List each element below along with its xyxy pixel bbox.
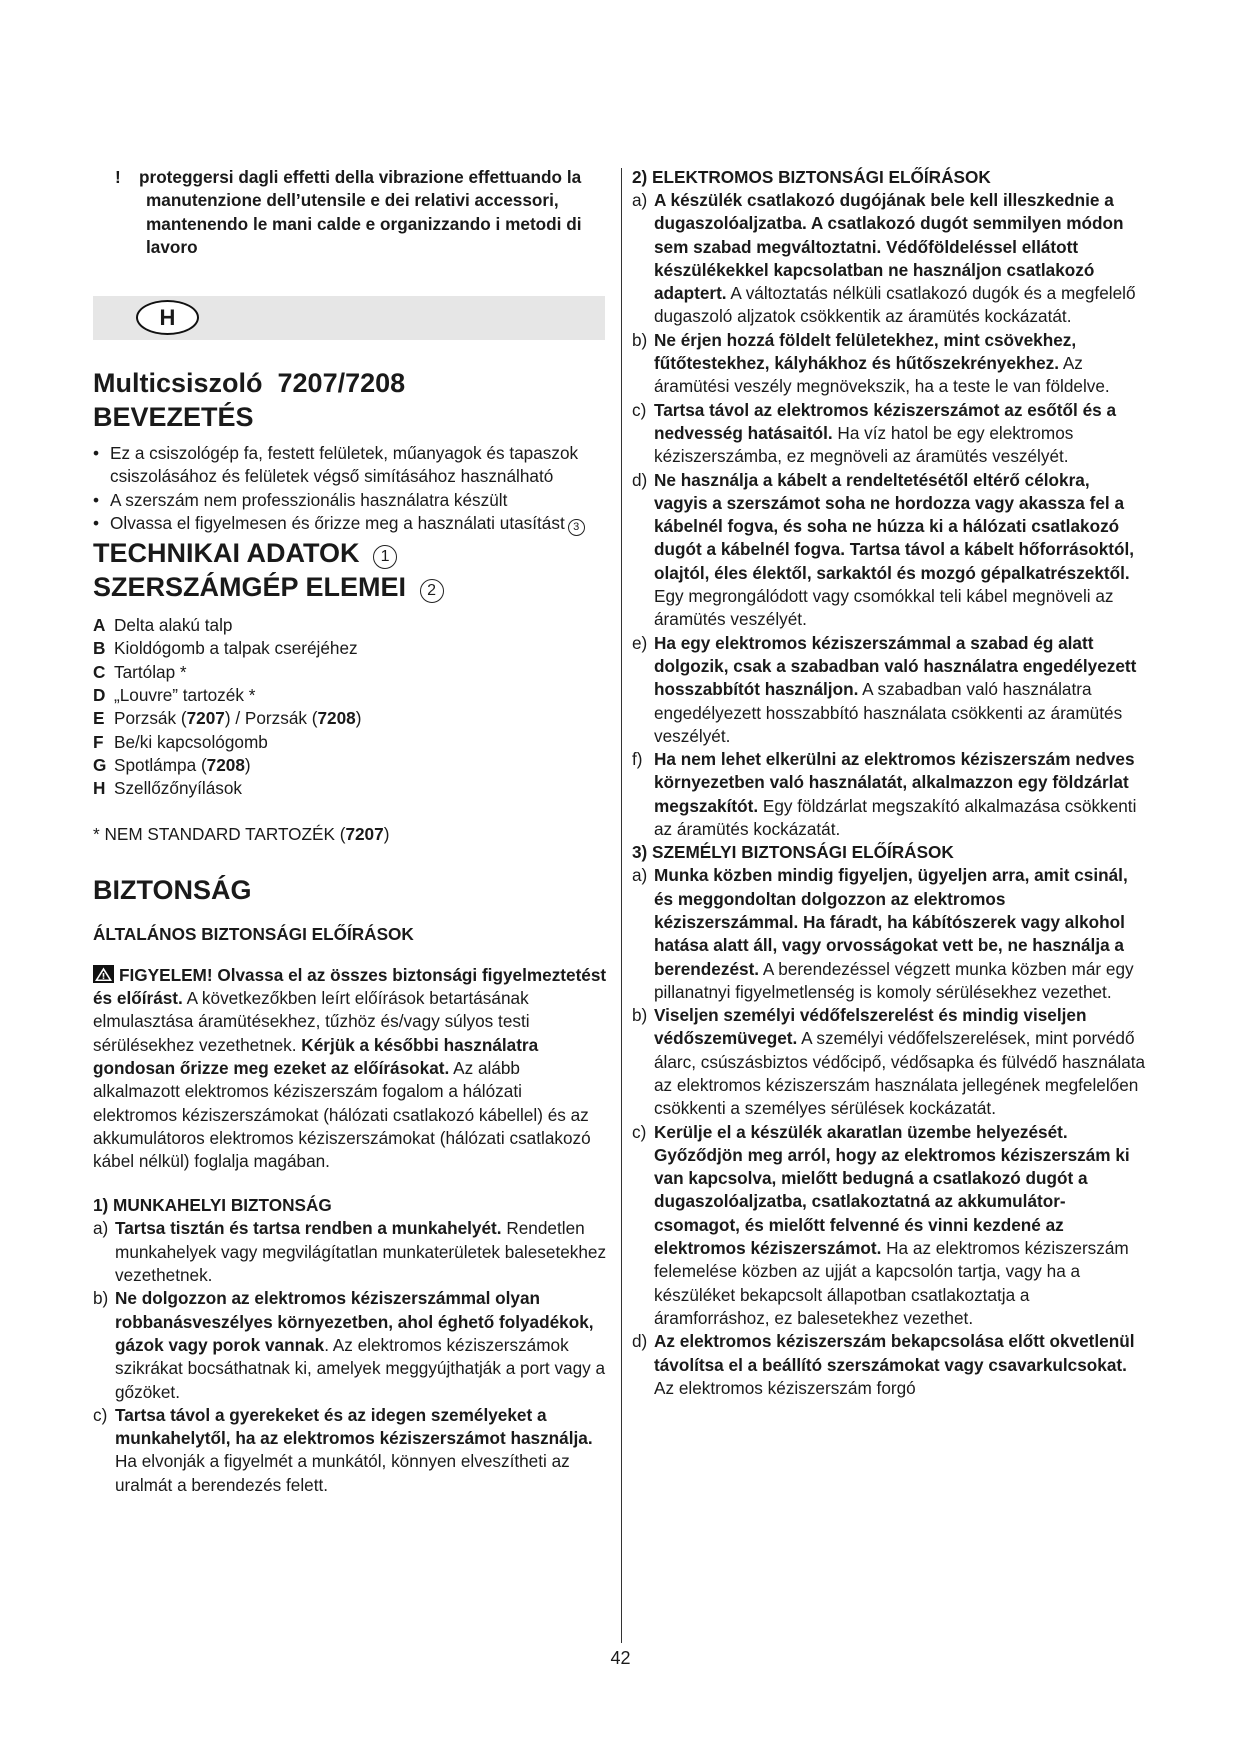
top-note bbox=[93, 166, 608, 259]
tech-heading: TECHNIKAI ADATOK 1 bbox=[93, 536, 608, 570]
section1-item: a) Tartsa tisztán és tartsa rendben a munkahelyét. Rendetlen munkahelyek vagy megvilágítatlan munkaterületek balesetekhez vezethetnek. bbox=[93, 1218, 607, 1286]
ref-3-icon: 3 bbox=[568, 519, 585, 536]
section2-item: a) A készülék csatlakozó dugójának bele kell illeszkednie a dugaszolóaljzatba. A csatlakozó dugót semmilyen módon sem szabad megváltoztatni. Védőföldeléssel ellátott készülékekkel kapcsolatban ne használjon csatlakozó adaptert. A változtatás nélküli csatlakozó dugók és a megfelelő dugaszoló aljzatok csökkentik az áramütés kockázatát. bbox=[632, 190, 1136, 327]
parts-heading: SZERSZÁMGÉP ELEMEI 2 bbox=[93, 570, 608, 604]
section3-item: b) Viseljen személyi védőfelszerelést és mindig viseljen védőszemüveget. A személyi védőfelszerelések, mint porvédő álarc, csúszásbiztos védőcipő, védősapka és fülvédő használata az elektromos kéziszerszám használata jellegének megfelelően csökkenti a személyes sérülések kockázatát. bbox=[632, 1005, 1146, 1119]
section1-item: c) Tartsa távol a gyerekeket és az idegen személyeket a munkahelytől, ha az elektromos kéziszerszámot használja. Ha elvonják a figyelmét a munkától, könnyen elveszítheti az uralmát a berendezés felett. bbox=[93, 1404, 593, 1495]
general-warning: FIGYELEM! Olvassa el az összes biztonsági figyelmeztetést és előírást. A következőkben leírt előírások betartásának elmulasztása áramütésekhez, tűzhöz és/vagy súlyos testi sérülésekhez vezethetnek. Kérjük a későbbi használatra gondosan őrizze meg ezeket az előírásokat. Az alább alkalmazott elektromos kéziszerszám fogalom a hálózati elektromos kéziszerszámokat (hálózati csatlakozó kábellel) és az akkumulátoros elektromos kéziszerszámokat (hálózati csatlakozó kábel nélkül) foglalja magában. bbox=[93, 964, 607, 1172]
section2-item: f) Ha nem lehet elkerülni az elektromos kéziszerszám nedves környezetben való használatát, alkalmazzon egy földzárlat megszakítót. Egy földzárlat megszakító alkalmazása csökkenti az áramütés kockázatát. bbox=[632, 749, 1137, 840]
right-column bbox=[632, 166, 1147, 1400]
intro-bullet: • A szerszám nem professzionális használatra készült bbox=[93, 489, 608, 512]
left-column bbox=[93, 166, 608, 1497]
part-item: B Kioldógomb a talpak cseréjéhez bbox=[93, 638, 358, 659]
part-item: F Be/ki kapcsológomb bbox=[93, 731, 268, 752]
intro-list bbox=[93, 442, 608, 536]
intro-bullet: • Ez a csiszológép fa, festett felületek, műanyagok és tapaszok csiszolásához és felületek végső simításához használható bbox=[93, 442, 608, 489]
language-badge: H bbox=[136, 300, 199, 335]
section3-heading: 3) SZEMÉLYI BIZTONSÁGI ELŐÍRÁSOK bbox=[632, 842, 954, 863]
top-note-text: proteggersi dagli effetti della vibrazione effettuando la manutenzione dell’utensile e dei relativi accessori, mantenendo le mani calde e organizzando i metodi di lavoro bbox=[139, 167, 582, 257]
part-item: C Tartólap * bbox=[93, 661, 187, 682]
intro-heading: BEVEZETÉS bbox=[93, 402, 254, 433]
ref-1-icon: 1 bbox=[373, 545, 397, 569]
part-item: G Spotlámpa (7208) bbox=[93, 754, 251, 775]
top-note-bullet: ! bbox=[115, 167, 121, 187]
section2-item: c) Tartsa távol az elektromos kéziszerszámot az esőtől és a nedvesség hatásaitól. Ha víz hatol be egy elektromos kéziszerszámba, ez megnöveli az áramütés veszélyét. bbox=[632, 399, 1117, 467]
section1-heading: 1) MUNKAHELYI BIZTONSÁG bbox=[93, 1195, 332, 1216]
page-number: 42 bbox=[610, 1648, 631, 1668]
page-title: Multicsiszoló 7207/7208 bbox=[93, 368, 406, 399]
section3-item: d) Az elektromos kéziszerszám bekapcsolása előtt okvetlenül távolítsa el a beállító szerszámokat vagy csavarkulcsokat. Az elektromos kéziszerszám forgó bbox=[632, 1331, 1135, 1398]
section3-item: a) Munka közben mindig figyeljen, ügyeljen arra, amit csinál, és meggondoltan dolgozzon az elektromos kéziszerszámmal. Ha fáradt, ha kábítószerek vagy alkohol hatása alatt áll, vagy orvosságokat vett be, ne használja a berendezést. A berendezéssel végzett munka közben már egy pillanatnyi figyelmetlenség is komoly sérülésekhez vezethet. bbox=[632, 865, 1134, 1002]
section2-item: e) Ha egy elektromos kéziszerszámmal a szabad ég alatt dolgozik, csak a szabadban való használatra engedélyezett hosszabbítót használjon. A szabadban való használatra engedélyezett hosszabbító használata csökkenti az áramütés veszélyét. bbox=[632, 632, 1137, 746]
general-safety-heading: ÁLTALÁNOS BIZTONSÁGI ELŐÍRÁSOK bbox=[93, 923, 414, 944]
section1-item: b) Ne dolgozzon az elektromos kéziszerszámmal olyan robbanásveszélyes környezetben, ahol éghető folyadékok, gázok vagy porok vannak. Az elektromos kéziszerszámok szikrákat bocsáthatnak ki, amelyek meggyújthatják a port vagy a gőzöket. bbox=[93, 1288, 606, 1402]
column-divider bbox=[621, 168, 622, 1643]
part-item: A Delta alakú talp bbox=[93, 615, 233, 636]
intro-bullet: • Olvassa el figyelmesen és őrizze meg a használati utasítást 3 bbox=[93, 512, 608, 536]
part-item: E Porzsák (7207) / Porzsák (7208) bbox=[93, 708, 362, 729]
part-item: H Szellőzőnyílások bbox=[93, 778, 243, 799]
part-item: D „Louvre” tartozék * bbox=[93, 684, 256, 705]
ref-2-icon: 2 bbox=[420, 579, 444, 603]
parts-list bbox=[93, 614, 608, 800]
section2-item: b) Ne érjen hozzá földelt felületekhez, mint csövekhez, fűtőtestekhez, kályhákhoz és hűtőszekrényekhez. Az áramütési veszély megnövekszik, ha a teste le van földelve. bbox=[632, 329, 1110, 397]
section3-item: c) Kerülje el a készülék akaratlan üzembe helyezését. Győződjön meg arról, hogy az elektromos kéziszerszám ki van kapcsolva, mielőtt bedugná a csatlakozó dugót a dugaszolóaljzatba, csatlakoztatná az akkumulátor-csomagot, és mielőtt felvenné és vinni kezdené az elektromos kéziszerszámot. Ha az elektromos kéziszerszám felemelése közben az ujját a kapcsolón tartja, vagy ha a készüléket bekapcsolt állapotban csatlakoztatja a áramforráshoz, ez balesetekhez vezethet. bbox=[632, 1121, 1130, 1328]
section2-heading: 2) ELEKTROMOS BIZTONSÁGI ELŐÍRÁSOK bbox=[632, 167, 991, 187]
language-bar bbox=[93, 296, 605, 340]
parts-footnote: * NEM STANDARD TARTOZÉK (7207) bbox=[93, 824, 390, 845]
safety-heading: BIZTONSÁG bbox=[93, 874, 252, 905]
section2-item: d) Ne használja a kábelt a rendeltetésétől eltérő célokra, vagyis a szerszámot soha ne hordozza vagy akassza fel a kábelnél fogva, és soha ne húzza ki a hálózati csatlakozó dugót a kábelnél fogva. Tartsa távol a kábelt hőforrásoktól, olajtól, éles élektől, sarkaktól és mozgó gépalkatrészektől. Egy megrongálódott vagy csomókkal teli kábel megnöveli az áramütés veszélyét. bbox=[632, 469, 1135, 630]
